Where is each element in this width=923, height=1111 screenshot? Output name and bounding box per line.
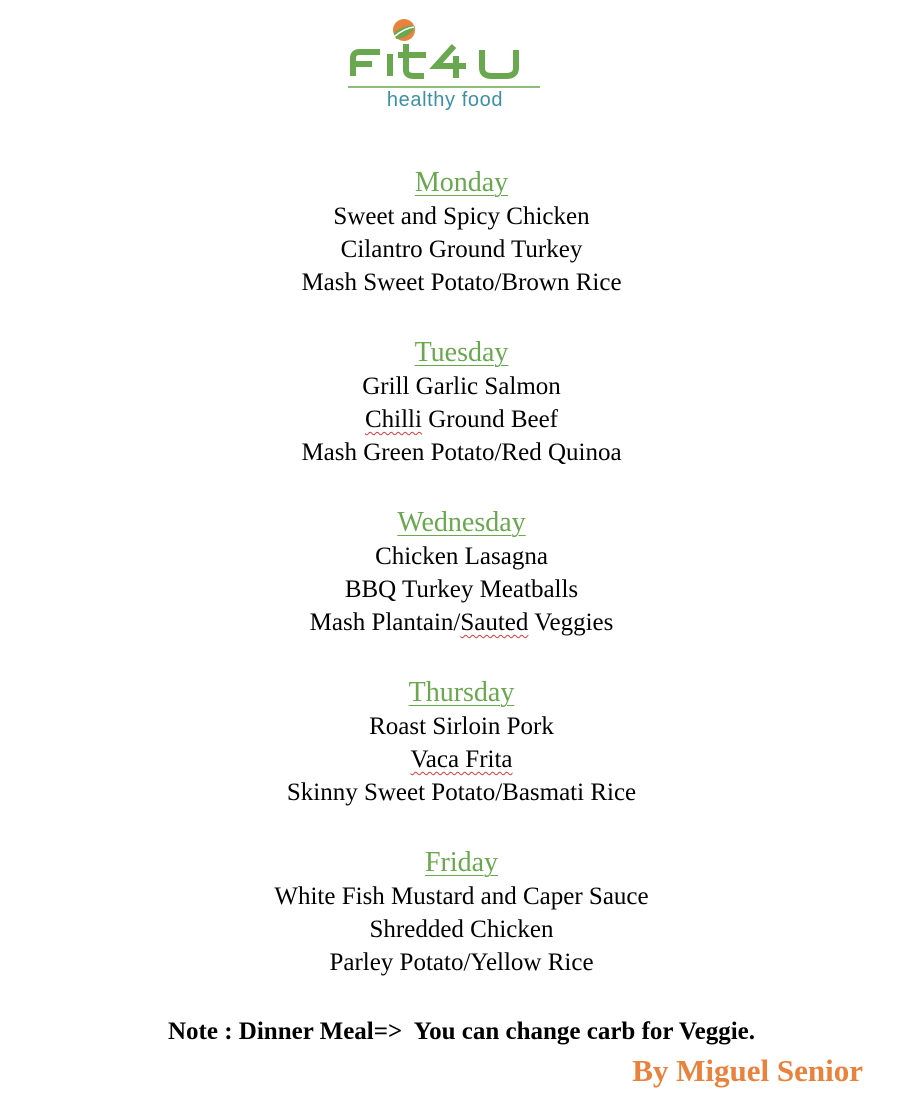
spellcheck-word: Chilli: [364, 406, 422, 433]
meal-item: Mash Plantain/Sauted Veggies: [309, 609, 614, 636]
day-title: Monday: [414, 167, 509, 198]
meal-item: Parley Potato/Yellow Rice: [329, 949, 594, 976]
meal-item: Sweet and Spicy Chicken: [333, 203, 590, 230]
meal-item: [0, 743, 923, 776]
day-title: Thursday: [408, 677, 515, 708]
meal-item: Mash Sweet Potato/Brown Rice: [301, 269, 622, 296]
meal-item: Grill Garlic Salmon: [362, 373, 561, 400]
fit4u-logo: [340, 14, 550, 114]
weekly-menu: [0, 166, 923, 1016]
day-wednesday: [0, 506, 923, 676]
dinner-note: Note : Dinner Meal=> You can change carb for Veggie.: [168, 1018, 755, 1045]
spellcheck-word: Sauted: [460, 609, 529, 636]
author-signature: By Miguel Senior: [632, 1053, 863, 1088]
meal-item: BBQ Turkey Meatballs: [344, 576, 579, 603]
meal-item: White Fish Mustard and Caper Sauce: [274, 883, 649, 910]
logo-wordmark-icon: [353, 44, 516, 78]
day-monday: [0, 166, 923, 336]
meal-item: Chicken Lasagna: [375, 543, 548, 570]
meal-item: Roast Sirloin Pork: [369, 713, 554, 740]
logo-tagline: healthy food: [386, 89, 504, 111]
meal-item: Shredded Chicken: [369, 916, 554, 943]
spellcheck-word: Vaca Frita: [410, 746, 513, 773]
day-title: Tuesday: [414, 337, 509, 368]
day-thursday: [0, 676, 923, 846]
meal-item: Cilantro Ground Turkey: [340, 236, 583, 263]
logo-ball-icon: [393, 19, 415, 41]
day-title: Wednesday: [397, 507, 526, 538]
day-title: Friday: [424, 847, 499, 878]
meal-item: Mash Green Potato/Red Quinoa: [301, 439, 622, 466]
day-friday: [0, 846, 923, 1016]
day-tuesday: [0, 336, 923, 506]
meal-item: Skinny Sweet Potato/Basmati Rice: [286, 779, 637, 806]
meal-item: Chilli Ground Beef: [364, 406, 559, 433]
